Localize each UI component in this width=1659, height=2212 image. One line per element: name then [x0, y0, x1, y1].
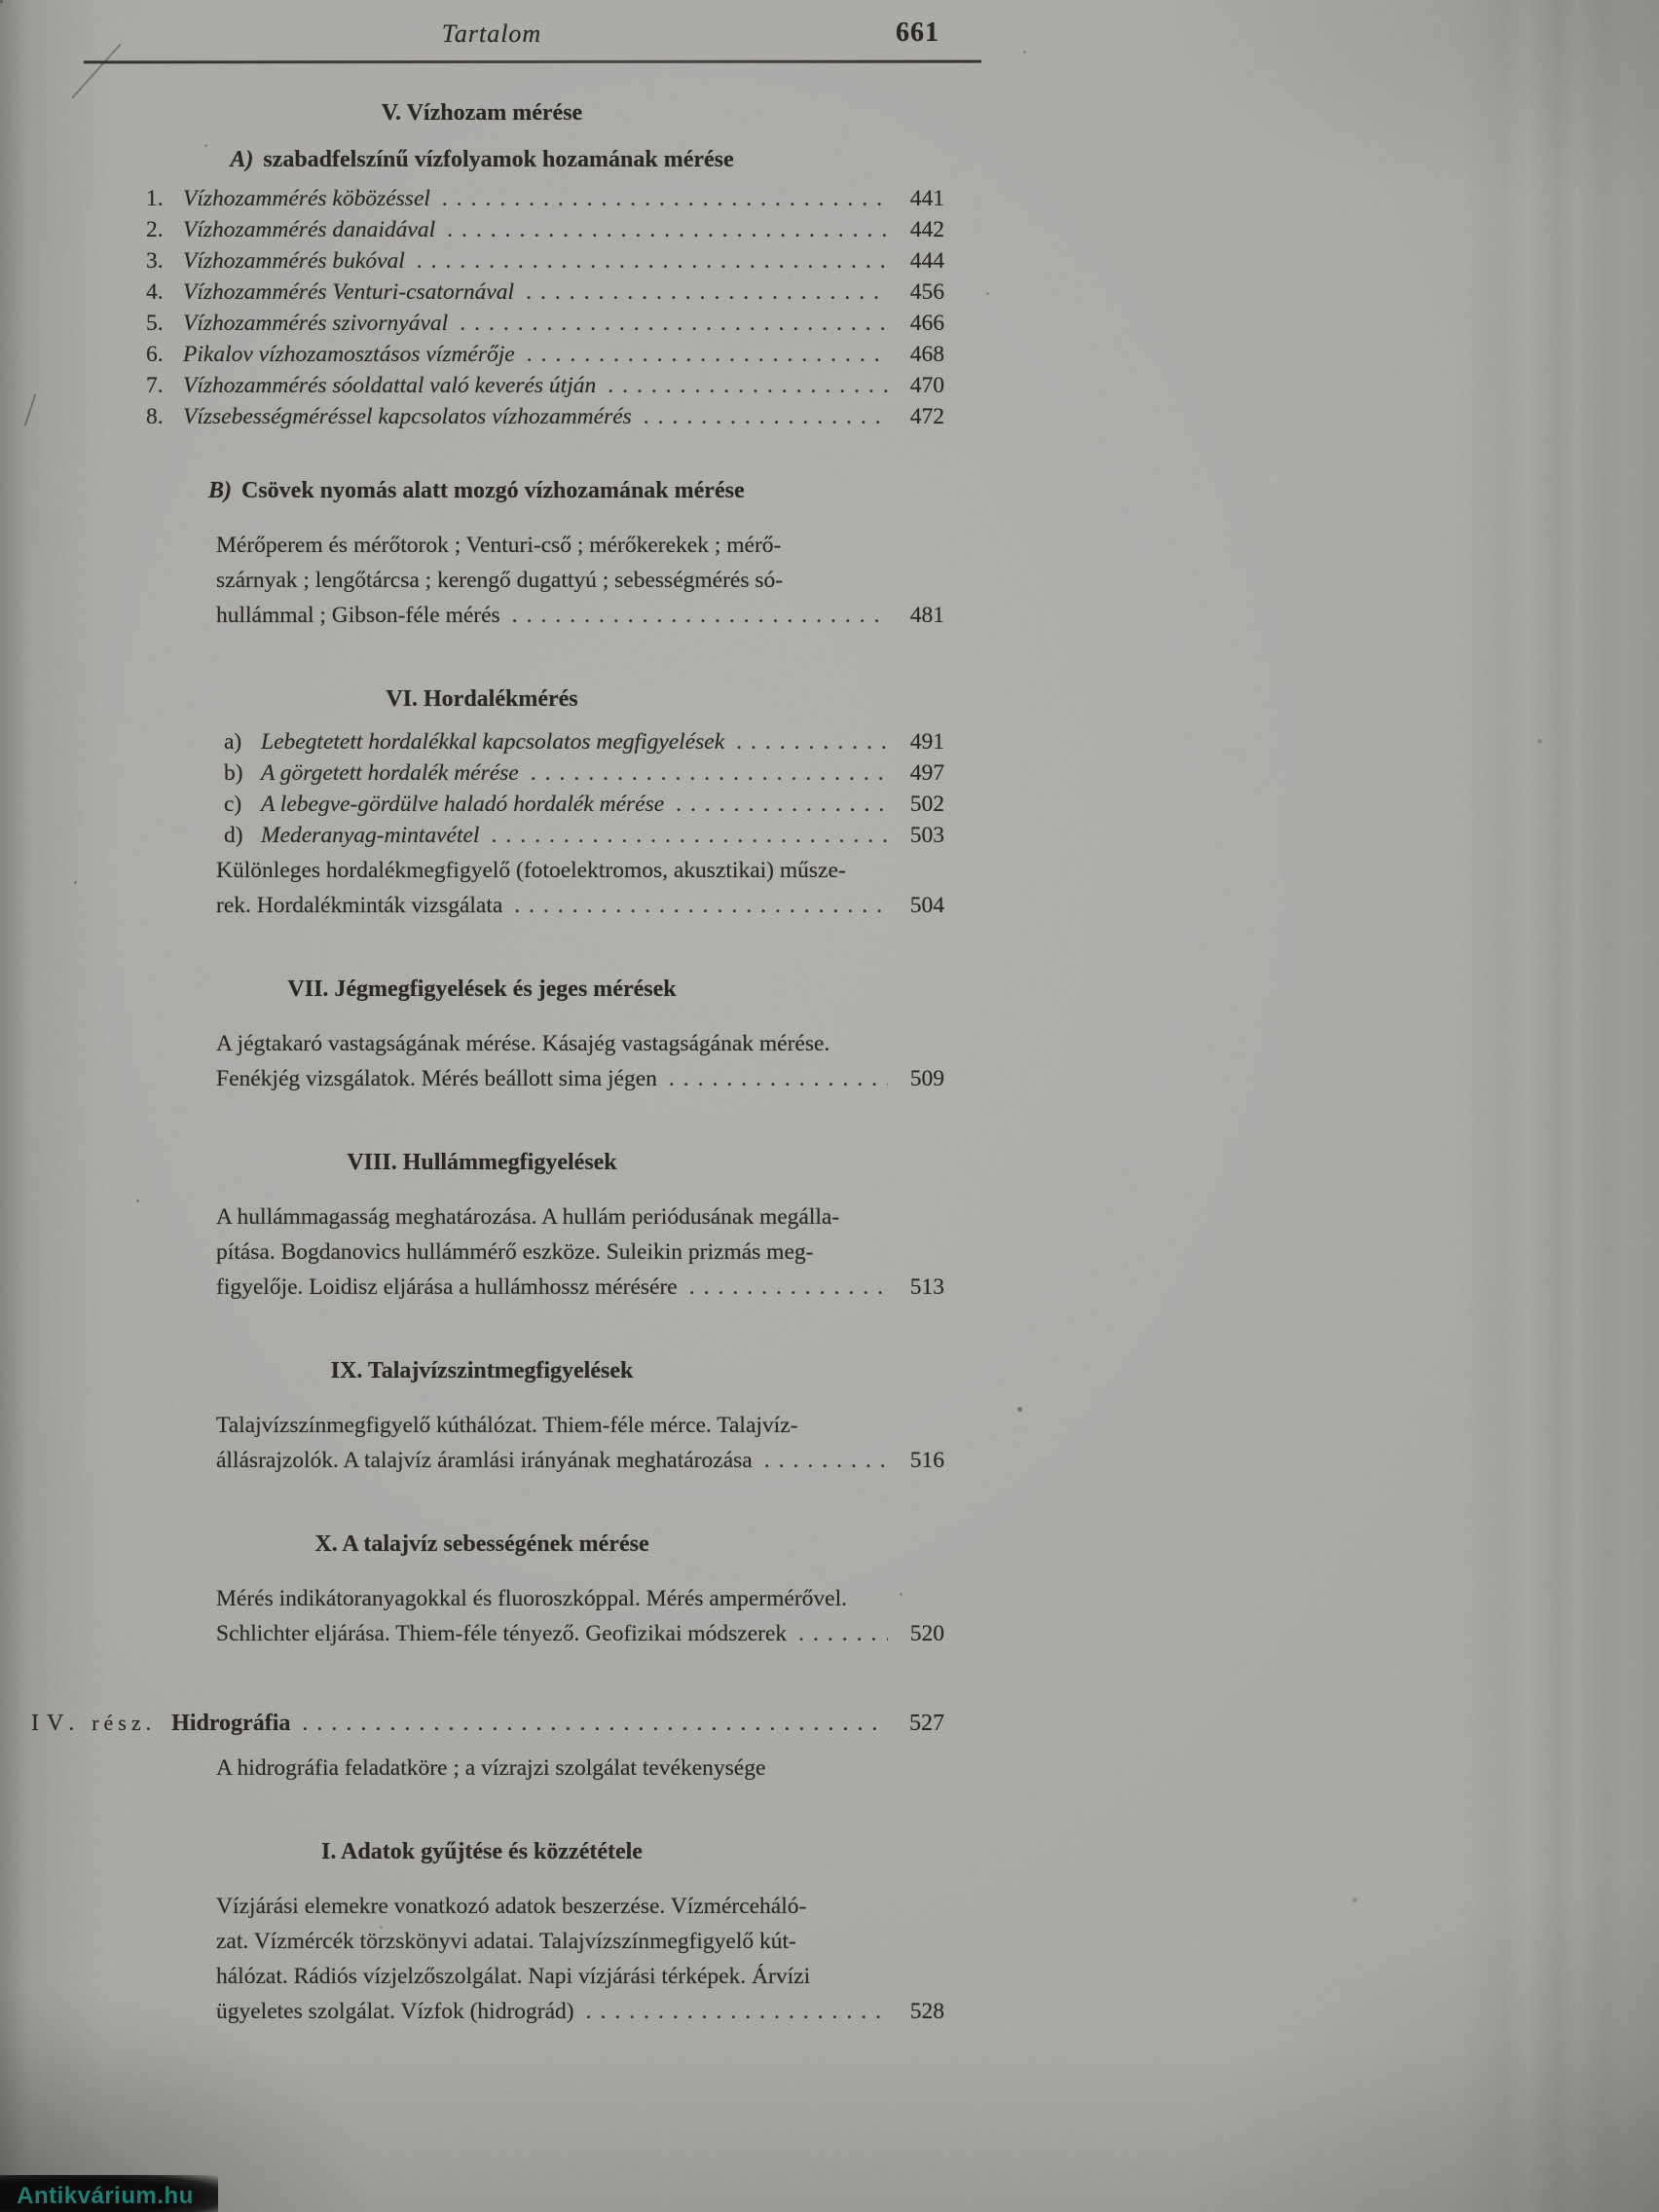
paragraph-text: figyelője. Loidisz eljárása a hullámhossz mérésére	[216, 1274, 678, 1300]
dot-leader	[669, 1061, 888, 1096]
paper-specks	[0, 0, 3, 3]
toc-page-reference: 441	[909, 186, 944, 211]
heading-prefix: B)	[208, 478, 232, 503]
toc-page-reference: 481	[909, 603, 944, 628]
toc-page-reference: 466	[909, 311, 944, 336]
toc-paragraph-last-line	[216, 1616, 944, 1651]
toc-entry	[224, 820, 944, 851]
toc-blocks	[31, 84, 944, 2029]
toc-entry-label: 6.	[146, 342, 164, 367]
paragraph-text: állásrajzolók. A talajvíz áramlási irányának meghatározása	[216, 1448, 753, 1473]
section-heading: IX. Talajvízszintmegfigyelések	[330, 1358, 634, 1383]
toc-entry-list	[146, 183, 944, 432]
toc-paragraph	[216, 1889, 944, 2029]
paragraph-text: hullámmal ; Gibson-féle mérés	[216, 603, 500, 628]
watermark	[0, 2175, 218, 2212]
toc-entry-label: 4.	[146, 279, 164, 305]
paragraph-line: szárnyak ; lengőtárcsa ; kerengő dugattyú ; sebességmérés só-	[216, 568, 784, 593]
toc-entry-label: b)	[224, 760, 243, 786]
heading-text: szabadfelszínű vízfolyamok hozamának mérése	[263, 147, 734, 172]
dot-leader	[527, 339, 888, 370]
dot-leader	[689, 1270, 888, 1305]
paragraph-text: Fenékjég vizsgálatok. Mérés beállott sima jégen	[216, 1066, 657, 1091]
toc-entry	[146, 183, 944, 214]
dot-leader	[526, 276, 888, 308]
section-heading: X. A talajvíz sebességének mérése	[314, 1531, 649, 1557]
toc-entry-title: Vízhozammérés köbözéssel	[183, 186, 430, 211]
toc-page-reference: 513	[909, 1274, 944, 1300]
toc-entry-label: 8.	[146, 404, 164, 429]
paragraph-text: ügyeletes szolgálat. Vízfok (hidrográd)	[216, 1999, 574, 2024]
paragraph-line: zat. Vízmércék törzskönyvi adatai. Talajvízszínmegfigyelő kút-	[216, 1929, 796, 1954]
paragraph-line: Mérés indikátoranyagokkal és fluoroszkóppal. Mérés ampermérővel.	[216, 1586, 847, 1611]
toc-paragraph	[216, 1026, 944, 1096]
toc-page-reference: 444	[909, 248, 944, 274]
section-heading	[208, 475, 944, 506]
toc-paragraph-last-line	[216, 1994, 944, 2029]
toc-page-reference: 468	[909, 342, 944, 367]
dot-leader	[460, 308, 888, 339]
toc-entry	[146, 370, 944, 401]
toc-page-reference: 503	[909, 823, 944, 848]
watermark-text: Antikvárium.hu	[17, 2183, 194, 2209]
toc-entry-title: Vízhozammérés bukóval	[183, 248, 405, 274]
paragraph-line: Vízjárási elemekre vonatkozó adatok beszerzése. Vízmérceháló-	[216, 1894, 807, 1919]
paragraph-line: pítása. Bogdanovics hullámmérő eszköze. Suleikin prizmás meg-	[216, 1239, 814, 1265]
toc-page-reference: 520	[909, 1621, 944, 1646]
dot-leader	[764, 1443, 888, 1478]
toc-entry-title: Vízhozammérés danaidával	[183, 217, 436, 242]
dot-leader	[798, 1616, 888, 1651]
toc-page-reference: 491	[909, 729, 944, 755]
toc-entry-label: 7.	[146, 373, 164, 398]
paragraph-line: hálózat. Rádiós vízjelzőszolgálat. Napi vízjárási térképek. Árvízi	[216, 1964, 811, 1989]
toc-paragraph	[216, 528, 944, 633]
toc-page-reference: 470	[909, 373, 944, 398]
toc-entry-title: Vízhozammérés szivornyával	[183, 311, 449, 336]
dot-leader	[608, 370, 888, 401]
toc-entry	[146, 339, 944, 370]
toc-page-reference: 527	[909, 1711, 944, 1736]
toc-entry-label: a)	[224, 729, 242, 755]
section-heading: I. Adatok gyűjtése és közzététele	[321, 1839, 643, 1864]
dot-leader	[586, 1994, 888, 2029]
toc-entry-label: 1.	[146, 186, 164, 211]
paragraph-text: Schlichter eljárása. Thiem-féle tényező. Geofizikai módszerek	[216, 1621, 788, 1646]
paragraph-text: rek. Hordalékminták vizsgálata	[216, 893, 503, 918]
dot-leader	[514, 888, 888, 923]
toc-entry	[224, 789, 944, 820]
toc-page-reference: 502	[909, 792, 944, 817]
part-title: Hidrográfia	[171, 1711, 291, 1736]
toc-page-reference: 442	[909, 217, 944, 242]
toc-page-reference: 528	[909, 1999, 944, 2024]
dot-leader	[736, 726, 888, 757]
dot-leader	[676, 789, 888, 820]
paragraph-line: Mérőperem és mérőtorok ; Venturi-cső ; mérőkerekek ; mérő-	[216, 533, 782, 558]
toc-entry-label: c)	[224, 792, 242, 817]
part-heading-row	[31, 1706, 944, 1741]
toc-entry-title: Vízhozammérés sóoldattal való keverés útján	[183, 373, 597, 398]
paragraph-line: Különleges hordalékmegfigyelő (fotoelektromos, akusztikai) műsze-	[216, 858, 846, 883]
paragraph-line: Talajvízszínmegfigyelő kúthálózat. Thiem-féle mérce. Talajvíz-	[216, 1413, 798, 1438]
toc-paragraph-last-line	[216, 1443, 944, 1478]
toc-paragraph-last-line	[216, 1061, 944, 1096]
page-number: 661	[896, 18, 940, 48]
toc-entry-label: 5.	[146, 311, 164, 336]
dot-leader	[447, 214, 888, 245]
toc-page-reference: 472	[909, 404, 944, 429]
toc-paragraph-last-line	[216, 888, 944, 923]
dot-leader	[491, 820, 888, 851]
section-heading	[146, 144, 818, 175]
toc-text-line: A hidrográfia feladatköre ; a vízrajzi szolgálat tevékenysége	[216, 1755, 766, 1781]
dot-leader	[442, 183, 888, 214]
toc-entry-title: Vízhozammérés Venturi-csatornával	[183, 279, 515, 305]
toc-paragraph	[216, 1199, 944, 1305]
toc-entry-label: 2.	[146, 217, 164, 242]
toc-entry-list	[224, 726, 944, 851]
toc-entry	[146, 308, 944, 339]
toc-page-reference: 516	[909, 1448, 944, 1473]
page-edge-shadow	[1458, 0, 1624, 2212]
section-heading: VIII. Hullámmegfigyelések	[347, 1150, 617, 1175]
section-heading: V. Vízhozam mérése	[381, 100, 583, 126]
toc-entry-title: A görgetett hordalék mérése	[261, 760, 519, 786]
section-heading: VII. Jégmegfigyelések és jeges mérések	[287, 977, 677, 1002]
toc-entry-title: Mederanyag-mintavétel	[261, 823, 480, 848]
dot-leader	[512, 598, 888, 633]
part-number: IV.	[31, 1711, 83, 1736]
toc-entry	[224, 757, 944, 789]
section-heading: VI. Hordalékmérés	[386, 686, 578, 712]
toc-entry-title: Lebegtetett hordalékkal kapcsolatos megfigyelések	[261, 729, 725, 755]
toc-page-reference: 497	[909, 760, 944, 786]
page-header	[0, 19, 983, 55]
toc-paragraph	[216, 1581, 944, 1651]
toc-page-reference: 509	[909, 1066, 944, 1091]
toc-paragraph	[216, 853, 944, 923]
header-rule	[84, 60, 981, 64]
dot-leader	[417, 245, 888, 276]
toc-paragraph-last-line	[216, 598, 944, 633]
dot-leader	[531, 757, 888, 789]
toc-page-reference: 456	[909, 279, 944, 305]
toc-entry	[146, 245, 944, 276]
toc-entry	[146, 401, 944, 432]
paragraph-line: A hullámmagasság meghatározása. A hullám periódusának megálla-	[216, 1204, 840, 1230]
toc-entry	[146, 214, 944, 245]
toc-entry-label: d)	[224, 823, 243, 848]
toc-paragraph-last-line	[216, 1270, 944, 1305]
toc-entry-label: 3.	[146, 248, 164, 274]
toc-paragraph	[216, 1408, 944, 1478]
toc-entry-title: Vízsebességméréssel kapcsolatos vízhozammérés	[183, 404, 632, 429]
toc-entry	[224, 726, 944, 757]
toc-entry-title: Pikalov vízhozamosztásos vízmérője	[183, 342, 515, 367]
heading-text: Csövek nyomás alatt mozgó vízhozamának mérése	[241, 478, 745, 503]
scratch-mark	[24, 394, 36, 426]
toc-entry	[146, 276, 944, 308]
toc-entry-title: A lebegve-gördülve haladó hordalék mérése	[261, 792, 665, 817]
part-label: rész.	[92, 1711, 157, 1735]
paragraph-line: A jégtakaró vastagságának mérése. Kásajég vastagságának mérése.	[216, 1031, 830, 1056]
running-title: Tartalom	[441, 19, 542, 48]
dot-leader	[644, 401, 888, 432]
heading-prefix: A)	[230, 147, 254, 172]
toc-page-reference: 504	[909, 893, 944, 918]
dot-leader	[302, 1706, 888, 1741]
